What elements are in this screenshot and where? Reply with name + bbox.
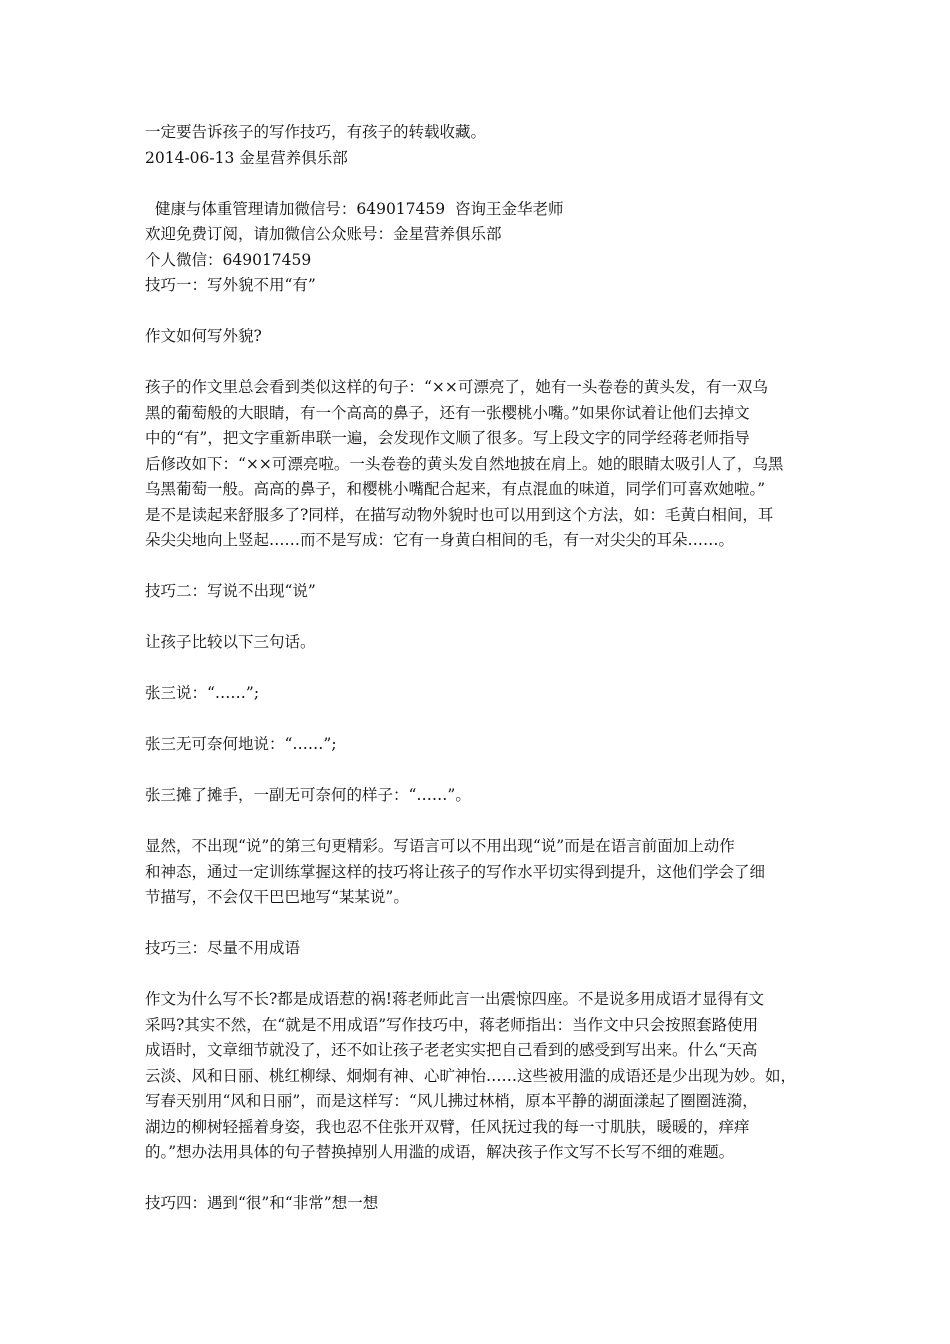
tip3-heading <box>145 936 810 962</box>
tip2-intro <box>145 630 810 656</box>
tip2-example-3 <box>145 783 810 809</box>
example-text: 张三无可奈何地说：“……”; <box>145 735 337 753</box>
paragraph-line: 采吗?其实不然，在“就是不用成语”写作技巧中，蒋老师指出：当作文中只会按照套路使用 <box>145 1015 759 1034</box>
tip1-heading: 技巧一：写外貌不用“有” <box>145 276 316 294</box>
tip2-example-1 <box>145 681 810 707</box>
paragraph-line: 黑的葡萄般的大眼睛，有一个高高的鼻子，还有一张樱桃小嘴。”如果你试着让他们去掉文 <box>145 403 750 422</box>
tip1-question <box>145 324 810 350</box>
tip2-heading-text: 技巧二：写说不出现“说” <box>145 582 316 600</box>
article-title: 一定要告诉孩子的写作技巧，有孩子的转载收藏。 <box>145 123 487 141</box>
tip2-heading <box>145 579 810 605</box>
paragraph-line: 乌黑葡萄一般。高高的鼻子，和樱桃小嘴配合起来，有点混血的味道，同学们可喜欢她啦。” <box>145 480 766 498</box>
paragraph-line: 的。”想办法用具体的句子替换掉别人用滥的成语，解决孩子作文写不长写不细的难题。 <box>145 1143 735 1161</box>
paragraph-line: 朵尖尖地向上竖起……而不是写成：它有一身黄白相间的毛，有一对尖尖的耳朵……。 <box>145 531 735 549</box>
example-text: 张三摊了摊手，一副无可奈何的样子：“……”。 <box>145 786 471 804</box>
paragraph-line: 写春天别用“风和日丽”，而是这样写：“风儿拂过林梢，原本平静的湖面漾起了圈圈涟漪， <box>145 1092 758 1110</box>
tip2-example-2 <box>145 732 810 758</box>
tip2-intro-text: 让孩子比较以下三句话。 <box>145 633 316 651</box>
tip3-body <box>145 987 810 1166</box>
example-text: 张三说：“……”; <box>145 684 260 702</box>
tip2-body <box>145 834 810 911</box>
article-header <box>145 120 810 171</box>
spacer <box>145 171 810 197</box>
paragraph-line: 节描写，不会仅干巴巴地写“某某说”。 <box>145 888 409 906</box>
article-date-source: 2014-06-13 金星营养俱乐部 <box>145 148 348 167</box>
tip1-body <box>145 375 810 554</box>
subscribe-line: 欢迎免费订阅，请加微信公众账号：金星营养俱乐部 <box>145 225 502 243</box>
tip4-heading <box>145 1191 810 1217</box>
contact-block <box>145 197 810 299</box>
paragraph-line: 成语时，文章细节就没了，还不如让孩子老老实实把自己看到的感受到写出来。什么“天高 <box>145 1041 758 1059</box>
paragraph-line: 后修改如下：“××可漂亮啦。一头卷卷的黄头发自然地披在肩上。她的眼睛太吸引人了，乌黑 <box>145 454 784 473</box>
tip4-heading-text: 技巧四：遇到“很”和“非常”想一想 <box>145 1194 379 1212</box>
paragraph-line: 云淡、风和日丽、桃红柳绿、炯炯有神、心旷神怡……这些被用滥的成语还是少出现为妙。如， <box>145 1066 797 1085</box>
personal-wechat-line: 个人微信：649017459 <box>145 250 312 269</box>
tip3-heading-text: 技巧三：尽量不用成语 <box>145 939 301 957</box>
paragraph-line: 是不是读起来舒服多了?同样，在描写动物外貌时也可以用到这个方法，如：毛黄白相间，耳 <box>145 505 774 524</box>
wechat-contact-line: 健康与体重管理请加微信号：649017459 咨询王金华老师 <box>145 199 564 218</box>
paragraph-line: 孩子的作文里总会看到类似这样的句子：“××可漂亮了，她有一头卷卷的黄头发，有一双乌 <box>145 378 768 396</box>
document-page <box>145 120 810 1242</box>
paragraph-line: 和神态，通过一定训练掌握这样的技巧将让孩子的写作水平切实得到提升，这他们学会了细 <box>145 862 766 881</box>
tip1-question-text: 作文如何写外貌? <box>145 327 262 345</box>
paragraph-line: 中的“有”，把文字重新串联一遍，会发现作文顺了很多。写上段文字的同学经蒋老师指导 <box>145 429 750 447</box>
paragraph-line: 作文为什么写不长?都是成语惹的祸!蒋老师此言一出震惊四座。不是说多用成语才显得有文 <box>145 990 765 1008</box>
paragraph-line: 湖边的柳树轻摇着身姿，我也忍不住张开双臂，任风抚过我的每一寸肌肤，暖暖的，痒痒 <box>145 1117 750 1136</box>
paragraph-line: 显然，不出现“说”的第三句更精彩。写语言可以不用出现“说”而是在语言前面加上动作 <box>145 837 735 855</box>
spacer <box>145 299 810 325</box>
